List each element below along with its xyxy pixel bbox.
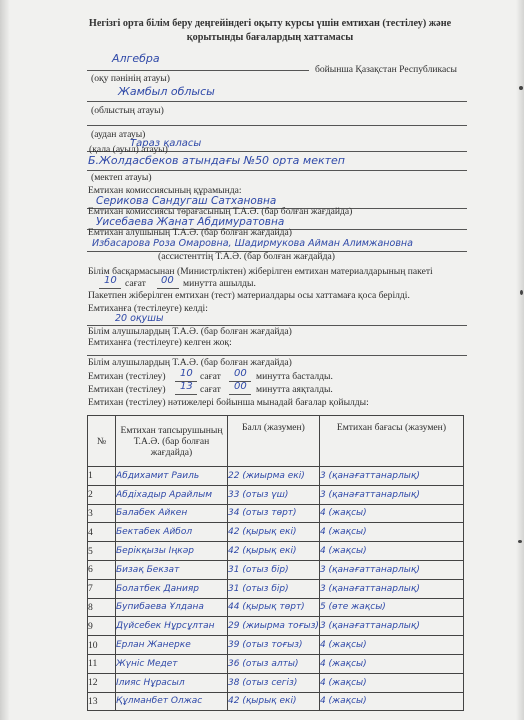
end-hour-label: сағат — [200, 384, 221, 395]
end-hour: 13 — [180, 381, 193, 392]
start-hour: 10 — [180, 368, 193, 379]
absent-caption: Білім алушылардың Т.А.Ә. (бар болған жағдайда) — [88, 357, 292, 368]
student-name: Балабек Айкен — [116, 504, 228, 523]
school-value: Б.Жолдасбеков атындағы №50 орта мектеп — [88, 154, 345, 167]
student-name: Абдіхадыр Арайлым — [116, 485, 228, 504]
row-number: 9 — [88, 617, 116, 636]
student-name: Абдихамит Раиль — [116, 467, 228, 486]
grade-value: 5 (өте жақсы) — [319, 598, 463, 617]
student-name: Құлманбет Олжас — [116, 692, 228, 711]
chair-caption: Емтихан комиссиясы төрағасының Т.А.Ә. (бар болған жағдайда) — [88, 206, 353, 217]
school-line — [87, 170, 467, 171]
package-minute-line — [157, 288, 179, 289]
score-value: 44 (қырық төрт) — [228, 598, 320, 617]
grade-value: 4 (жақсы) — [319, 654, 463, 673]
results-label: Емтихан (тестілеу) нәтижелері бойынша мынадай бағалар қойылды: — [88, 397, 369, 408]
table-row — [88, 485, 464, 504]
grade-value: 4 (жақсы) — [319, 636, 463, 655]
grade-value: 3 (қанағаттанарлық) — [319, 579, 463, 598]
row-number: 5 — [88, 542, 116, 561]
start-minute: 00 — [234, 368, 247, 379]
col-header-name: Емтихан тапсырушының Т.А.Ә. (бар болған жағдайда) — [116, 416, 228, 467]
assistants-caption: (ассистенттің Т.А.Ә. (бар болған жағдайда) — [158, 251, 335, 262]
score-value: 31 (отыз бір) — [228, 560, 320, 579]
commission-label: Емтихан комиссиясының құрамында: — [88, 185, 242, 196]
arrived-caption: Білім алушылардың Т.А.Ә. (бар болған жағдайда) — [88, 326, 292, 337]
end-label: Емтихан (тестілеу) — [88, 384, 166, 395]
grade-value: 4 (жақсы) — [319, 523, 463, 542]
row-number: 10 — [88, 636, 116, 655]
arrived-label: Емтиханға (тестілеуге) келді: — [88, 303, 208, 314]
scan-speck — [519, 86, 523, 90]
grade-value: 4 (жақсы) — [319, 673, 463, 692]
table-body — [88, 467, 464, 711]
grade-value: 3 (қанағаттанарлық) — [319, 560, 463, 579]
table-row — [88, 467, 464, 486]
table-row — [88, 654, 464, 673]
district-line — [87, 125, 467, 126]
score-value: 36 (отыз алты) — [228, 654, 320, 673]
score-value: 22 (жиырма екі) — [228, 467, 320, 486]
row-number: 11 — [88, 654, 116, 673]
start-minute-label: минутта басталды. — [256, 371, 333, 382]
grade-value: 3 (қанағаттанарлық) — [319, 617, 463, 636]
row-number: 12 — [88, 673, 116, 692]
table-row — [88, 673, 464, 692]
student-name: Ілияс Нұрасыл — [116, 673, 228, 692]
student-name: Жүніс Медет — [116, 654, 228, 673]
absent-line — [87, 355, 467, 356]
package-hour-line — [99, 288, 121, 289]
col-header-number: № — [88, 416, 116, 467]
scan-speck — [518, 540, 522, 543]
score-value: 29 (жиырма тоғыз) — [228, 617, 320, 636]
table-row — [88, 579, 464, 598]
table-row — [88, 542, 464, 561]
package-line-3: Пакетпен жіберілген емтихан (тест) материалдары осы хаттамаға қоса берілді. — [88, 290, 410, 301]
grade-value: 4 (жақсы) — [319, 504, 463, 523]
row-number: 7 — [88, 579, 116, 598]
student-name: Бектабек Айбол — [116, 523, 228, 542]
col-header-grade: Емтихан бағасы (жазумен) — [319, 416, 463, 467]
scan-edge-right — [516, 0, 524, 720]
row-number: 8 — [88, 598, 116, 617]
examiner-caption: Емтихан алушының Т.А.Ә. (бар болған жағдайда) — [88, 227, 292, 238]
title-line-2: қорытынды бағалардың хаттамасы — [186, 32, 354, 43]
student-name: Берікқызы Іңкәр — [116, 542, 228, 561]
score-value: 39 (отыз тоғыз) — [228, 636, 320, 655]
scan-speck — [520, 290, 523, 295]
scan-edge-left — [0, 0, 10, 720]
score-value: 42 (қырық екі) — [228, 692, 320, 711]
table-row — [88, 692, 464, 711]
grade-value: 3 (қанағаттанарлық) — [319, 467, 463, 486]
table-row — [88, 636, 464, 655]
region-line — [87, 101, 467, 102]
package-hour: 10 — [104, 275, 117, 286]
document-title — [60, 17, 480, 45]
score-value: 38 (отыз сегіз) — [228, 673, 320, 692]
end-minute-line — [229, 394, 251, 395]
subject-suffix: бойынша Қазақстан Республикасы — [315, 64, 457, 75]
score-value: 42 (қырық екі) — [228, 523, 320, 542]
district-caption: (аудан атауы) — [91, 129, 146, 140]
table-header-row — [88, 416, 464, 467]
student-name: Ерлан Жанерке — [116, 636, 228, 655]
score-value: 42 (қырық екі) — [228, 542, 320, 561]
score-value: 31 (отыз бір) — [228, 579, 320, 598]
subject-caption: (оқу пәнінің атауы) — [91, 73, 170, 84]
col-header-score: Балл (жазумен) — [228, 416, 320, 467]
end-minute-label: минутта аяқталды. — [256, 384, 333, 395]
row-number: 6 — [88, 560, 116, 579]
start-hour-label: сағат — [200, 371, 221, 382]
region-caption: (облыстың атауы) — [91, 105, 164, 116]
package-minute: 00 — [161, 275, 174, 286]
grade-value: 4 (жақсы) — [319, 542, 463, 561]
absent-label: Емтиханға (тестілеуге) келген жоқ: — [88, 337, 232, 348]
city-caption: (қала (ауыл) атауы) — [89, 144, 168, 155]
start-label: Емтихан (тестілеу) — [88, 371, 166, 382]
table-row — [88, 504, 464, 523]
row-number: 1 — [88, 467, 116, 486]
region-value: Жамбыл облысы — [118, 85, 215, 98]
student-name: Бупибаева Ұлдана — [116, 598, 228, 617]
assistants-value: Избасарова Роза Омаровна, Шадирмукова Айман Алимжановна — [92, 238, 413, 249]
grade-value: 4 (жақсы) — [319, 692, 463, 711]
subject-line — [87, 70, 309, 71]
end-hour-line — [175, 394, 197, 395]
examiner-value: Уисебаева Жанат Абдимуратовна — [96, 216, 285, 228]
score-value: 34 (отыз төрт) — [228, 504, 320, 523]
score-value: 33 (отыз үш) — [228, 485, 320, 504]
row-number: 13 — [88, 692, 116, 711]
row-number: 2 — [88, 485, 116, 504]
table-row — [88, 598, 464, 617]
row-number: 3 — [88, 504, 116, 523]
chair-value: Серикова Сандугаш Сатхановна — [96, 195, 277, 207]
student-name: Болатбек Данияр — [116, 579, 228, 598]
student-name: Дүйсебек Нұрсұлтан — [116, 617, 228, 636]
package-line-1: Білім басқармасынан (Министрліктен) жіберілген емтихан материалдарының пакеті — [88, 266, 433, 277]
row-number: 4 — [88, 523, 116, 542]
table-row — [88, 560, 464, 579]
table-row — [88, 617, 464, 636]
results-table — [87, 415, 464, 711]
title-line-1: Негізгі орта білім беру деңгейіндегі оқыту курсы үшін емтихан (тестілеу) және — [88, 18, 452, 29]
package-hour-label: сағат — [125, 278, 146, 289]
arrived-value: 20 оқушы — [115, 313, 164, 324]
table-row — [88, 523, 464, 542]
city-value: Тараз қаласы — [130, 138, 202, 149]
subject-value: Алгебра — [112, 52, 160, 65]
end-minute: 00 — [234, 381, 247, 392]
student-name: Бизақ Бекзат — [116, 560, 228, 579]
grade-value: 3 (қанағаттанарлық) — [319, 485, 463, 504]
package-minute-label: минутта ашылды. — [183, 278, 256, 289]
school-caption: (мектеп атауы) — [91, 172, 152, 183]
